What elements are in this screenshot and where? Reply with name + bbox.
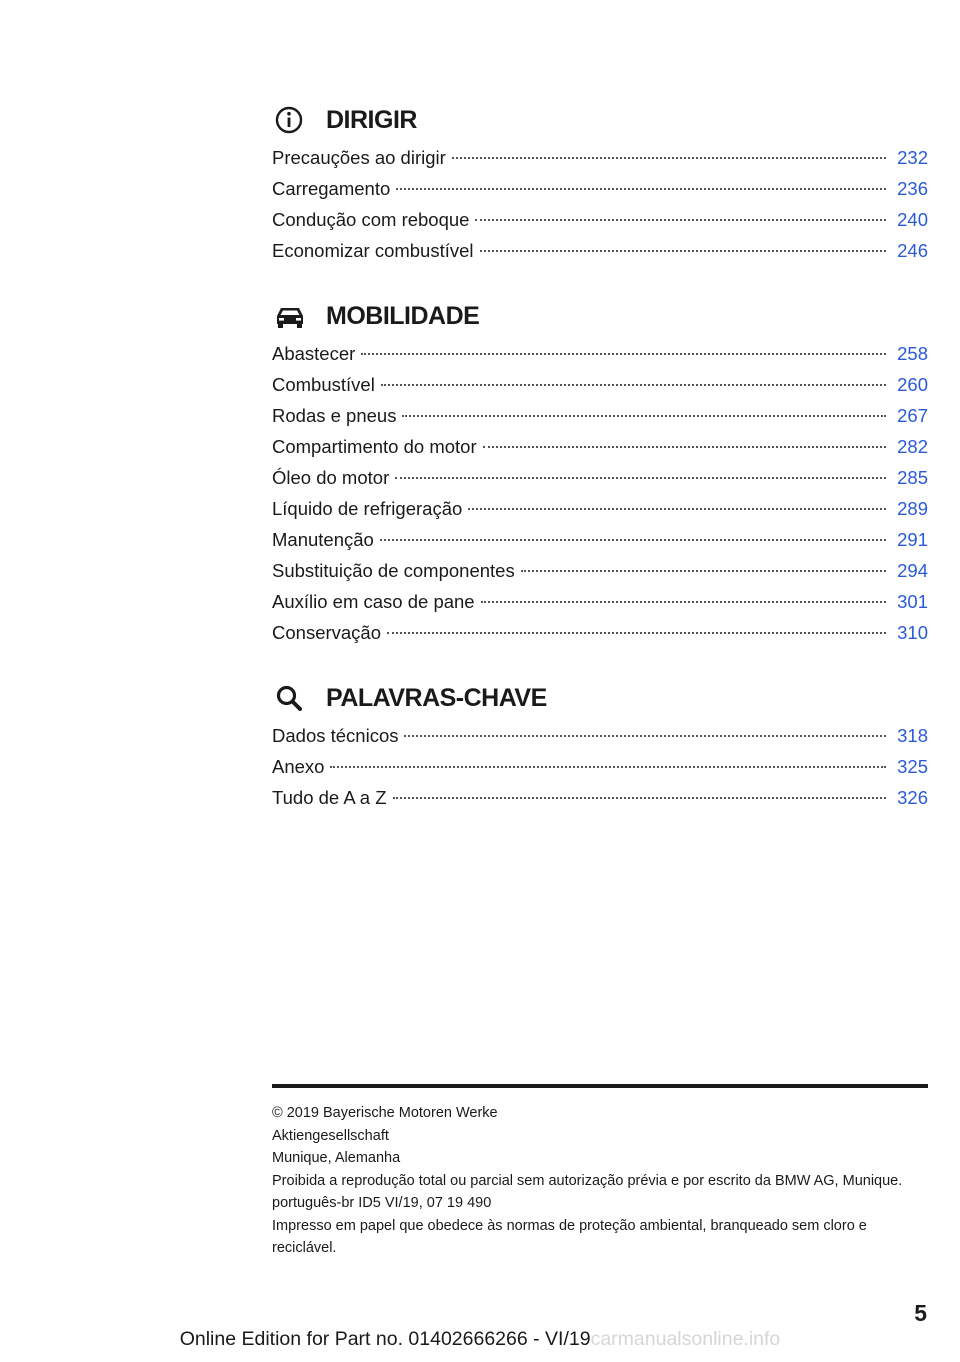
entry-page-link[interactable]: 240 bbox=[897, 209, 928, 230]
section-mobilidade bbox=[272, 296, 928, 648]
imprint-line: português-br ID5 VI/19, 07 19 490 bbox=[272, 1195, 492, 1211]
entry-label: Economizar combustível bbox=[272, 240, 474, 261]
dot-leader bbox=[381, 383, 886, 386]
toc-entry[interactable] bbox=[272, 204, 928, 235]
entry-page-link[interactable]: 267 bbox=[897, 405, 928, 426]
entry-page-link[interactable]: 289 bbox=[897, 498, 928, 519]
entry-page-link[interactable]: 325 bbox=[897, 756, 928, 777]
section-palavras-chave bbox=[272, 678, 928, 813]
entry-label: Conservação bbox=[272, 622, 382, 643]
entry-label: Combustível bbox=[272, 374, 375, 395]
entry-label: Óleo do motor bbox=[272, 467, 390, 488]
entry-page-link[interactable]: 310 bbox=[897, 622, 928, 643]
imprint-line: Aktiengesellschaft bbox=[272, 1127, 389, 1144]
imprint-line: © 2019 Bayerische Motoren Werke bbox=[272, 1105, 498, 1121]
footer bbox=[0, 1328, 960, 1351]
footer-watermark[interactable]: carmanualsonline.info bbox=[590, 1328, 781, 1350]
dot-leader bbox=[475, 218, 886, 221]
dot-leader bbox=[480, 249, 886, 252]
toc-entry[interactable] bbox=[272, 235, 928, 266]
dot-leader bbox=[481, 600, 886, 603]
entry-label: Rodas e pneus bbox=[272, 405, 397, 426]
divider-rule bbox=[272, 1084, 928, 1088]
section-header bbox=[274, 100, 928, 140]
entry-label: Carregamento bbox=[272, 178, 391, 199]
car-icon bbox=[274, 301, 308, 331]
entry-page-link[interactable]: 282 bbox=[897, 436, 928, 457]
dot-leader bbox=[395, 476, 886, 479]
toc-entry[interactable] bbox=[272, 751, 928, 782]
dot-leader bbox=[393, 796, 886, 799]
section-dirigir bbox=[272, 100, 928, 266]
dot-leader bbox=[521, 569, 886, 572]
entry-page-link[interactable]: 318 bbox=[897, 725, 928, 746]
dot-leader bbox=[330, 765, 886, 768]
toc-entry[interactable] bbox=[272, 338, 928, 369]
entry-page-link[interactable]: 291 bbox=[897, 529, 928, 550]
entry-label: Manutenção bbox=[272, 529, 374, 550]
entry-label: Compartimento do motor bbox=[272, 436, 477, 457]
toc-entry[interactable] bbox=[272, 400, 928, 431]
page-number: 5 bbox=[914, 1300, 927, 1326]
dot-leader bbox=[404, 734, 886, 737]
entry-label: Substituição de componentes bbox=[272, 560, 515, 581]
dot-leader bbox=[402, 414, 886, 417]
imprint-line: Impresso em papel que obedece às normas de proteção ambiental, branqueado sem cloro e reciclável. bbox=[272, 1217, 867, 1256]
toc-entry[interactable] bbox=[272, 462, 928, 493]
toc-entry[interactable] bbox=[272, 555, 928, 586]
dot-leader bbox=[387, 631, 886, 634]
section-title: MOBILIDADE bbox=[326, 301, 480, 330]
entry-label: Líquido de refrigeração bbox=[272, 498, 463, 519]
toc-entry[interactable] bbox=[272, 173, 928, 204]
toc-entry[interactable] bbox=[272, 782, 928, 813]
section-title: PALAVRAS-CHAVE bbox=[326, 683, 547, 712]
entry-page-link[interactable]: 246 bbox=[897, 240, 928, 261]
table-of-contents bbox=[272, 100, 928, 843]
toc-entry[interactable] bbox=[272, 720, 928, 751]
entry-label: Auxílio em caso de pane bbox=[272, 591, 475, 612]
section-header bbox=[274, 296, 928, 336]
toc-entry[interactable] bbox=[272, 369, 928, 400]
toc-entry[interactable] bbox=[272, 142, 928, 173]
section-title: DIRIGIR bbox=[326, 105, 417, 134]
dot-leader bbox=[380, 538, 886, 541]
entry-page-link[interactable]: 294 bbox=[897, 560, 928, 581]
entry-page-link[interactable]: 301 bbox=[897, 591, 928, 612]
entry-page-link[interactable]: 232 bbox=[897, 147, 928, 168]
entry-label: Abastecer bbox=[272, 343, 356, 364]
entry-label: Precauções ao dirigir bbox=[272, 147, 446, 168]
dot-leader bbox=[361, 352, 886, 355]
info-icon bbox=[274, 105, 308, 135]
entry-page-link[interactable]: 236 bbox=[897, 178, 928, 199]
entry-label: Condução com reboque bbox=[272, 209, 470, 230]
dot-leader bbox=[468, 507, 886, 510]
toc-entry[interactable] bbox=[272, 617, 928, 648]
imprint-block bbox=[272, 1102, 928, 1260]
entry-label: Tudo de A a Z bbox=[272, 787, 387, 808]
imprint-line: Proibida a reprodução total ou parcial sem autorização prévia e por escrito da BMW AG, Munique. bbox=[272, 1172, 903, 1189]
entry-page-link[interactable]: 260 bbox=[897, 374, 928, 395]
entry-label: Dados técnicos bbox=[272, 725, 399, 746]
toc-entry[interactable] bbox=[272, 493, 928, 524]
dot-leader bbox=[452, 156, 886, 159]
dot-leader bbox=[396, 187, 886, 190]
toc-entry[interactable] bbox=[272, 586, 928, 617]
entry-label: Anexo bbox=[272, 756, 325, 777]
footer-edition: Online Edition for Part no. 01402666266 - VI/19 bbox=[179, 1328, 591, 1350]
toc-entry[interactable] bbox=[272, 431, 928, 462]
entry-page-link[interactable]: 326 bbox=[897, 787, 928, 808]
imprint-line: Munique, Alemanha bbox=[272, 1150, 401, 1166]
section-header bbox=[274, 678, 928, 718]
entry-page-link[interactable]: 285 bbox=[897, 467, 928, 488]
entry-page-link[interactable]: 258 bbox=[897, 343, 928, 364]
toc-entry[interactable] bbox=[272, 524, 928, 555]
dot-leader bbox=[483, 445, 886, 448]
search-icon bbox=[274, 683, 308, 713]
